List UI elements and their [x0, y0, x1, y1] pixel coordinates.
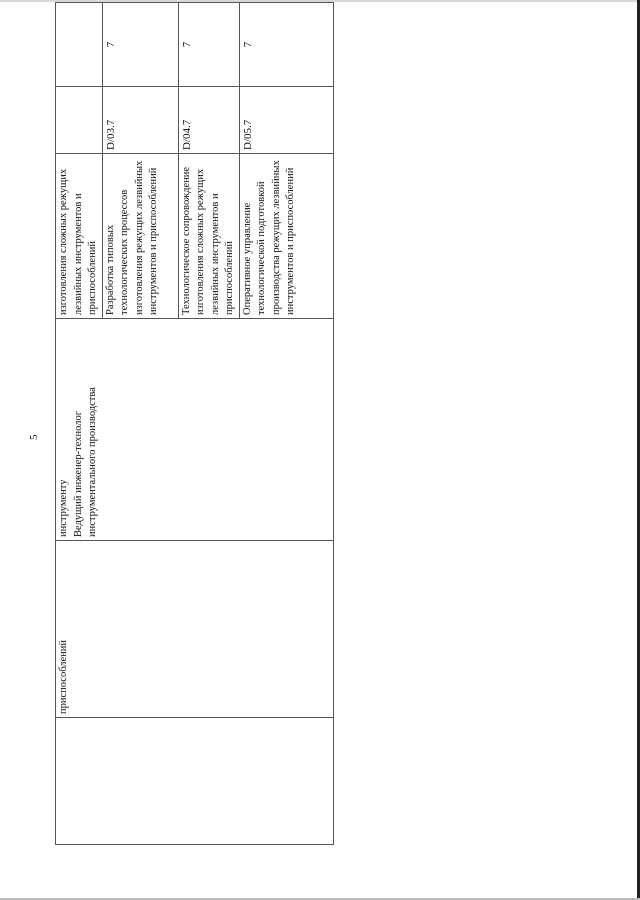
cell-level [56, 3, 103, 87]
cell-level: 7 [102, 3, 178, 87]
cell-qualification: инструменту Ведущий инженер-технолог инструментального производства [56, 319, 334, 541]
cell-code [56, 87, 103, 154]
qualification-table [55, 2, 334, 845]
cell-function: Оперативное управление технологической подготовкой производства режущих лезвийных инструментов и приспособлений [239, 154, 333, 319]
rotated-table-container [55, 41, 320, 845]
cell-function: Технологическое сопровождение изготовления сложных режущих лезвийных инструментов и приспособлений [178, 154, 239, 319]
cell-code: D/05.7 [239, 87, 333, 154]
page-number: 5 [28, 434, 40, 440]
cell-level: 7 [178, 3, 239, 87]
table-row [56, 3, 103, 845]
cell-priсposoblenii: приспособлений [56, 541, 334, 718]
cell-code: D/03.7 [102, 87, 178, 154]
cell-function: Разработка типовых технологических процессов изготовления режущих лезвийных инструментов и приспособлений [102, 154, 178, 319]
cell-empty-left [56, 718, 334, 845]
cell-function: изготовления сложных режущих лезвийных инструментов и приспособлений [56, 154, 103, 319]
cell-code: D/04.7 [178, 87, 239, 154]
cell-level: 7 [239, 3, 333, 87]
